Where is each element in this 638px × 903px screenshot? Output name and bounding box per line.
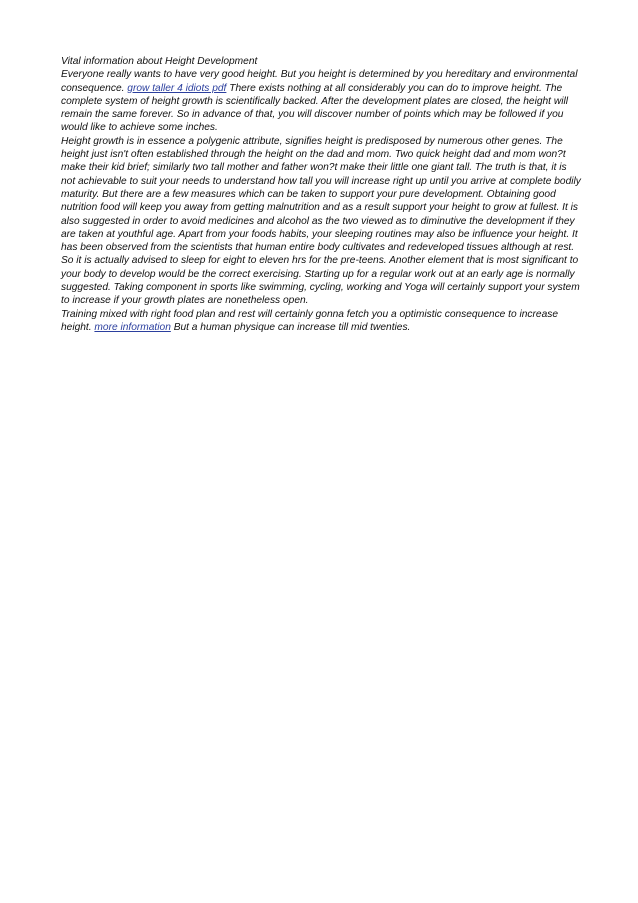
paragraph-1-text-end: There exists nothing at all considerably you can do to improve height. The complete system of height growth is scientifically backed. After the development plates are closed, the height will remain the same forever. So in advance of that, you will discover number of points which may be followed if you would like to achieve some inches.	[61, 82, 568, 134]
paragraph-3	[61, 308, 581, 335]
paragraph-1	[61, 68, 581, 134]
document-body	[61, 55, 581, 334]
paragraph-1-text-start: Everyone really wants to have very good height. But you height is determined by you hereditary and environmental consequence.	[61, 69, 578, 94]
paragraph-3-text-end: But a human physique can increase till mid twenties.	[170, 321, 411, 333]
more-information-link[interactable]: more information	[94, 321, 171, 333]
grow-taller-link[interactable]: grow taller 4 idiots pdf	[127, 82, 227, 94]
paragraph-2: Height growth is in essence a polygenic attribute, signifies height is predisposed by numerous other genes. The height just isn't often established through the height on the dad and mom. Two quick height dad and mom won?t make their kid brief; similarly two tall mother and father won?t make their little one giant tall. The truth is that, it is not achievable to suit your needs to understand how tall you will increase right up until you arrive at complete bodily maturity. But there are a few measures which can be taken to support your pure development. Obtaining good nutrition food will keep you away from getting malnutrition and as a result support your height to grow at fullest. It is also suggested in order to avoid medicines and alcohol as the two viewed as to diminutive the development if they are taken at youthful age. Apart from your foods habits, your sleeping routines may also be influence your height. It has been observed from the scientists that human entire body cultivates and redeveloped tissues although at rest. So it is actually advised to sleep for eight to eleven hrs for the pre-teens. Another element that is most significant to your body to develop would be the correct exercising. Starting up for a regular work out at an early age is normally suggested. Taking component in sports like swimming, cycling, working and Yoga will certainly support your system to increase if your growth plates are nonetheless open.	[61, 135, 581, 307]
paragraph-3-text-start: Training mixed with right food plan and rest will certainly gonna fetch you a optimistic consequence to increase height.	[61, 308, 558, 333]
document-title: Vital information about Height Development	[61, 56, 258, 67]
